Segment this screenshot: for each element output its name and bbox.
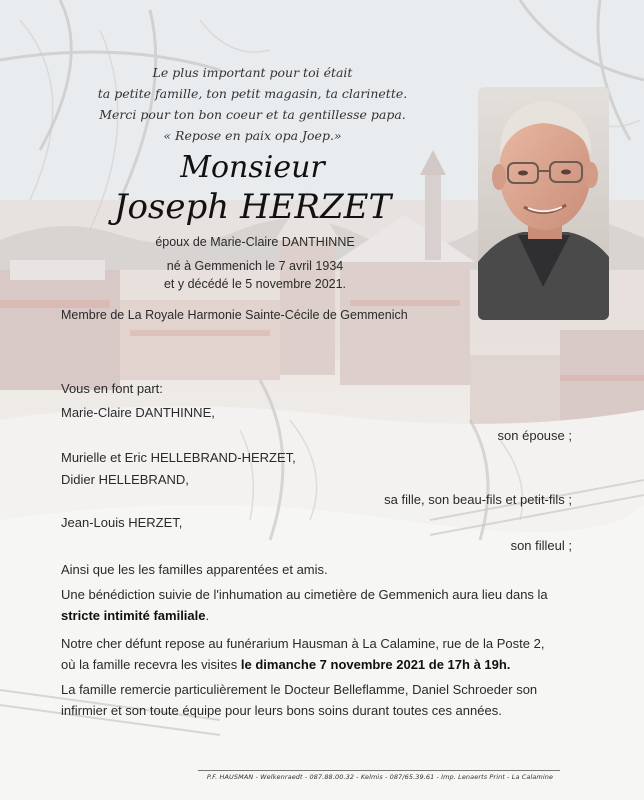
ceremony-end: . — [205, 608, 210, 623]
poem — [60, 62, 445, 146]
poem-line: ta petite famille, ton petit magasin, ta clarinette. — [97, 86, 408, 101]
death-line: et y décédé le 5 novembre 2021. — [163, 277, 347, 291]
family-role: sa fille, son beau-fils et petit-fils ; — [384, 492, 572, 507]
grandson-name: Didier HELLEBRAND, — [61, 472, 189, 487]
thanks-line-1: La famille remercie particulièrement le Docteur Belleflamme, Daniel Schroeder son — [61, 682, 538, 697]
intro-line: Vous en font part: — [61, 381, 163, 396]
daughter-names: Murielle et Eric HELLEBRAND-HERZET, — [61, 450, 296, 465]
visit-paragraph — [61, 633, 573, 675]
poem-line: « Repose en paix opa Joep.» — [163, 128, 342, 143]
visit-line-1: Notre cher défunt repose au funérarium Hausman à La Calamine, rue de la Poste 2, — [61, 636, 545, 651]
footer-credits: P.F. HAUSMAN - Welkenraedt - 087.88.00.32 - Kelmis - 087/65.39.61 - Imp. Lenaerts Print - La Calamine — [206, 773, 554, 781]
families-line: Ainsi que les les familles apparentées et amis. — [61, 562, 328, 577]
spouse-line: époux de Marie-Claire DANTHINNE — [155, 235, 355, 249]
membership-line: Membre de La Royale Harmonie Sainte-Cécile de Gemmenich — [61, 308, 408, 322]
thanks-line-2: infirmier et son toute équipe pour leurs bons soins durant toutes ces années. — [61, 703, 502, 718]
ceremony-text: Une bénédiction suivie de l'inhumation au cimetière de Gemmenich aura lieu dans la — [61, 587, 548, 602]
birth-line: né à Gemmenich le 7 avril 1934 — [166, 259, 344, 273]
poem-line: Le plus important pour toi était — [152, 65, 353, 80]
footer-divider — [198, 770, 560, 771]
thanks-paragraph — [61, 679, 573, 721]
ceremony-paragraph — [61, 584, 573, 626]
deceased-name: Joseph HERZET — [113, 187, 392, 227]
portrait-photo-icon — [478, 87, 609, 320]
poem-line: Merci pour ton bon coeur et ta gentillesse papa. — [99, 107, 406, 122]
spouse-role: son épouse ; — [497, 428, 572, 443]
visit-line-2: où la famille recevra les visites — [61, 657, 241, 672]
spouse-name: Marie-Claire DANTHINNE, — [61, 405, 215, 420]
visit-date: le dimanche 7 novembre 2021 de 17h à 19h. — [240, 657, 511, 672]
title-monsieur: Monsieur — [180, 150, 325, 185]
ceremony-bold: stricte intimité familiale — [61, 608, 206, 623]
godson-name: Jean-Louis HERZET, — [61, 515, 183, 530]
portrait-photo — [478, 87, 609, 320]
godson-role: son filleul ; — [510, 538, 572, 553]
